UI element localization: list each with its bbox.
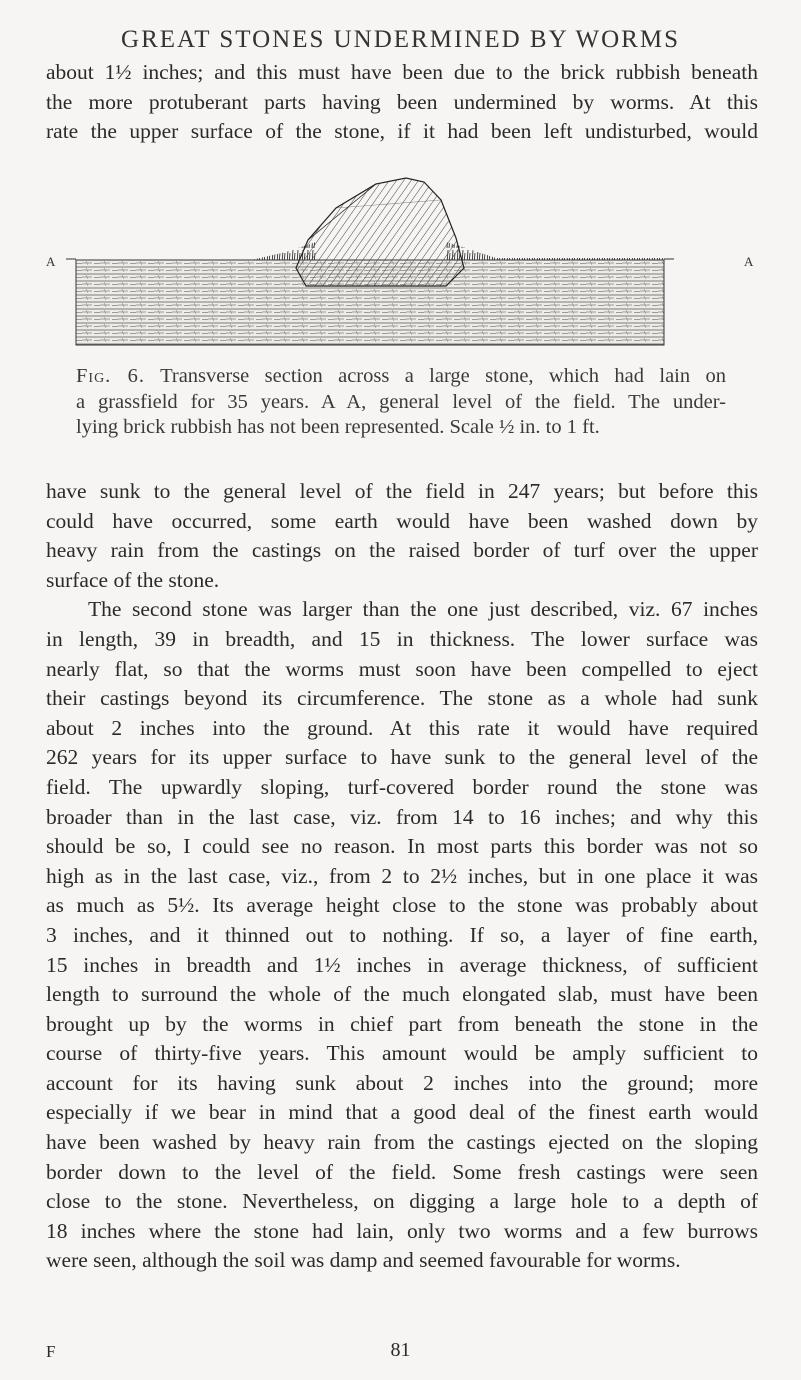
caption-line (76, 364, 726, 390)
text-line: 15 inches in breadth and 1½ inches in average thickness, of sufficient (46, 952, 758, 977)
text-line: were seen, although the soil was damp and seemed favourable for worms. (46, 1248, 681, 1273)
paragraph-2 (46, 477, 758, 1276)
text-line: as much as 5½. Its average height close to the stone was probably about (46, 893, 758, 918)
text-line: nearly flat, so that the worms must soon have been compelled to eject (46, 656, 758, 681)
text-line: 18 inches where the stone had lain, only two worms and a few burrows (46, 1218, 758, 1243)
text-line: their castings beyond its circumference. The stone as a whole had sunk (46, 686, 758, 711)
text-line: rate the upper surface of the stone, if it had been left undisturbed, would (46, 119, 758, 144)
text-line: account for its having sunk about 2 inches into the ground; more (46, 1070, 758, 1095)
text-line: field. The upwardly sloping, turf-covered border round the stone was (46, 774, 758, 799)
caption-line: lying brick rubbish has not been represented. Scale ½ in. to 1 ft. (76, 416, 600, 438)
running-header: GREAT STONES UNDERMINED BY WORMS (121, 26, 680, 53)
text-line: the more protuberant parts having been undermined by worms. At this (46, 89, 758, 114)
label-left-A: A (46, 254, 56, 269)
text-line: in length, 39 in breadth, and 15 in thickness. The lower surface was (46, 626, 758, 651)
text-line: heavy rain from the castings on the raised border of turf over the upper (46, 538, 758, 563)
caption-text: Transverse section across a large stone, which had lain on (160, 365, 726, 387)
text-line: high as in the last case, viz., from 2 to 2½ inches, but in one place it was (46, 863, 758, 888)
text-line: surface of the stone. (46, 567, 220, 592)
text-line: brought up by the worms in chief part from beneath the stone in the (46, 1011, 758, 1036)
turf-left (76, 242, 316, 260)
turf-right (446, 242, 664, 260)
text-line: length to surround the whole of the much elongated slab, must have been (46, 982, 758, 1007)
page-number: 81 (390, 1339, 411, 1361)
figure-caption (76, 364, 726, 441)
text-line: about 2 inches into the ground. At this rate it would have required (46, 715, 758, 740)
text-line: broader than in the last case, viz. from 14 to 16 inches; and why this (46, 804, 758, 829)
text-line: 3 inches, and it thinned out to nothing. If so, a layer of fine earth, (46, 922, 758, 947)
figure-stone-section (46, 168, 758, 358)
label-right-A: A (744, 254, 754, 269)
text-line: close to the stone. Nevertheless, on digging a large hole to a depth of (46, 1189, 758, 1214)
text-line: should be so, I could see no reason. In most parts this border was not so (46, 834, 758, 859)
large-stone (296, 178, 464, 286)
text-line: could have occurred, some earth would have been washed down by (46, 508, 758, 533)
text-line: course of thirty-five years. This amount would be amply sufficient to (46, 1041, 758, 1066)
text-line: have sunk to the general level of the field in 247 years; but before this (46, 479, 758, 503)
stone-section-drawing (46, 168, 758, 358)
text-line: about 1½ inches; and this must have been due to the brick rubbish beneath (46, 60, 758, 84)
text-line: border down to the level of the field. Some fresh castings were seen (46, 1159, 758, 1184)
paragraph-1 (46, 58, 758, 147)
text-line: especially if we bear in mind that a good deal of the finest earth would (46, 1100, 758, 1125)
text-line: 262 years for its upper surface to have sunk to the general level of the (46, 745, 758, 770)
text-line: have been washed by heavy rain from the castings ejected on the sloping (46, 1130, 758, 1155)
caption-label: Fig. 6. (76, 365, 146, 387)
signature-mark: F (46, 1342, 56, 1361)
caption-line: a grassfield for 35 years. A A, general level of the field. The under- (76, 390, 726, 413)
text-line: The second stone was larger than the one just described, viz. 67 inches (46, 597, 758, 622)
